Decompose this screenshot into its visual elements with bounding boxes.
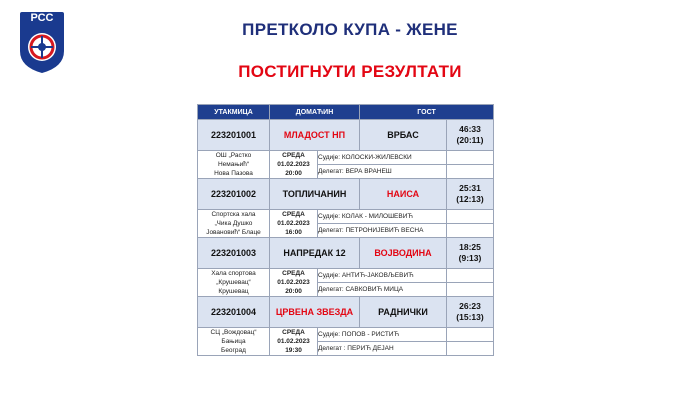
empty-cell — [447, 165, 494, 179]
match-datetime — [270, 269, 318, 297]
match-detail-row — [198, 151, 494, 165]
header-away: ГОСТ — [360, 105, 494, 120]
half-time-score: (20:11) — [456, 135, 484, 145]
final-score: 26:23 — [459, 301, 481, 311]
venue-line: Нова Пазова — [214, 170, 253, 177]
empty-cell — [447, 269, 494, 283]
half-time-score: (15:13) — [456, 312, 484, 322]
venue-line: Хала спортова — [211, 270, 256, 277]
match-detail-row — [198, 269, 494, 283]
match-detail-row — [198, 210, 494, 224]
match-id: 223201002 — [198, 179, 270, 210]
venue-line: Немањић“ — [217, 161, 250, 168]
results-table — [197, 104, 494, 356]
match-time: 19:30 — [285, 347, 302, 354]
match-day: СРЕДА — [282, 329, 305, 336]
table-header-row — [198, 105, 494, 120]
empty-cell — [447, 151, 494, 165]
referees: Судије: АНТИЋ-ЈАКОВЉЕВИЋ — [318, 269, 447, 283]
venue — [198, 210, 270, 238]
empty-cell — [447, 283, 494, 297]
header-home: ДОМАЋИН — [270, 105, 360, 120]
match-datetime — [270, 210, 318, 238]
venue-line: ОШ „Растко — [215, 152, 252, 159]
match-id: 223201003 — [198, 238, 270, 269]
venue-line: СЦ „Вождовац“ — [210, 329, 257, 336]
venue-line: Спортска хала — [211, 211, 256, 218]
match-row — [198, 120, 494, 151]
match-score — [447, 297, 494, 328]
delegate: Делегат: ВЕРА ВРАНЕШ — [318, 165, 447, 179]
empty-cell — [447, 210, 494, 224]
match-detail-row — [198, 328, 494, 342]
away-team: НАИСА — [360, 179, 447, 210]
match-date: 01.02.2023 — [277, 220, 310, 227]
header-match: УТАКМИЦА — [198, 105, 270, 120]
referees: Судије: КОЛОСКИ-ЖИЛЕВСКИ — [318, 151, 447, 165]
half-time-score: (9:13) — [458, 253, 482, 263]
empty-cell — [447, 224, 494, 238]
match-row — [198, 179, 494, 210]
match-time: 20:00 — [285, 170, 302, 177]
match-time: 16:00 — [285, 229, 302, 236]
match-score — [447, 120, 494, 151]
final-score: 46:33 — [459, 124, 481, 134]
final-score: 18:25 — [459, 242, 481, 252]
venue-line: Бањица — [221, 338, 246, 345]
home-team: МЛАДОСТ НП — [270, 120, 360, 151]
venue-line: Крушевац — [218, 288, 249, 295]
match-score — [447, 179, 494, 210]
delegate: Делегат: САВКОВИЋ МИЦА — [318, 283, 447, 297]
match-id: 223201004 — [198, 297, 270, 328]
match-day: СРЕДА — [282, 211, 305, 218]
empty-cell — [447, 328, 494, 342]
page-subtitle: ПОСТИГНУТИ РЕЗУЛТАТИ — [238, 62, 462, 81]
delegate: Делегат : ПЕРИЋ ДЕЈАН — [318, 342, 447, 356]
match-day: СРЕДА — [282, 152, 305, 159]
match-row — [198, 238, 494, 269]
empty-cell — [447, 342, 494, 356]
match-datetime — [270, 151, 318, 179]
page-title: ПРЕТКОЛО КУПА - ЖЕНЕ — [242, 20, 458, 39]
venue — [198, 269, 270, 297]
home-team: НАПРЕДАК 12 — [270, 238, 360, 269]
venue — [198, 328, 270, 356]
match-score — [447, 238, 494, 269]
match-datetime — [270, 328, 318, 356]
match-date: 01.02.2023 — [277, 161, 310, 168]
home-team: ТОПЛИЧАНИН — [270, 179, 360, 210]
venue-line: „Чика Душко — [214, 220, 253, 227]
match-row — [198, 297, 494, 328]
home-team: ЦРВЕНА ЗВЕЗДА — [270, 297, 360, 328]
away-team: ВРБАС — [360, 120, 447, 151]
match-id: 223201001 — [198, 120, 270, 151]
venue — [198, 151, 270, 179]
referees: Судије: ПОПОВ - РИСТИЋ — [318, 328, 447, 342]
away-team: РАДНИЧКИ — [360, 297, 447, 328]
logo-text: РСС — [20, 12, 64, 25]
half-time-score: (12:13) — [456, 194, 484, 204]
away-team: ВОЈВОДИНА — [360, 238, 447, 269]
venue-line: Београд — [221, 347, 246, 354]
match-date: 01.02.2023 — [277, 279, 310, 286]
final-score: 25:31 — [459, 183, 481, 193]
venue-line: „Крушевац“ — [216, 279, 251, 286]
match-date: 01.02.2023 — [277, 338, 310, 345]
venue-line: Јовановић“ Блаце — [206, 229, 261, 236]
match-time: 20:00 — [285, 288, 302, 295]
referees: Судије: КОЛАК - МИЛОШЕВИЋ — [318, 210, 447, 224]
match-day: СРЕДА — [282, 270, 305, 277]
delegate: Делегат: ПЕТРОНИЈЕВИЋ ВЕСНА — [318, 224, 447, 238]
